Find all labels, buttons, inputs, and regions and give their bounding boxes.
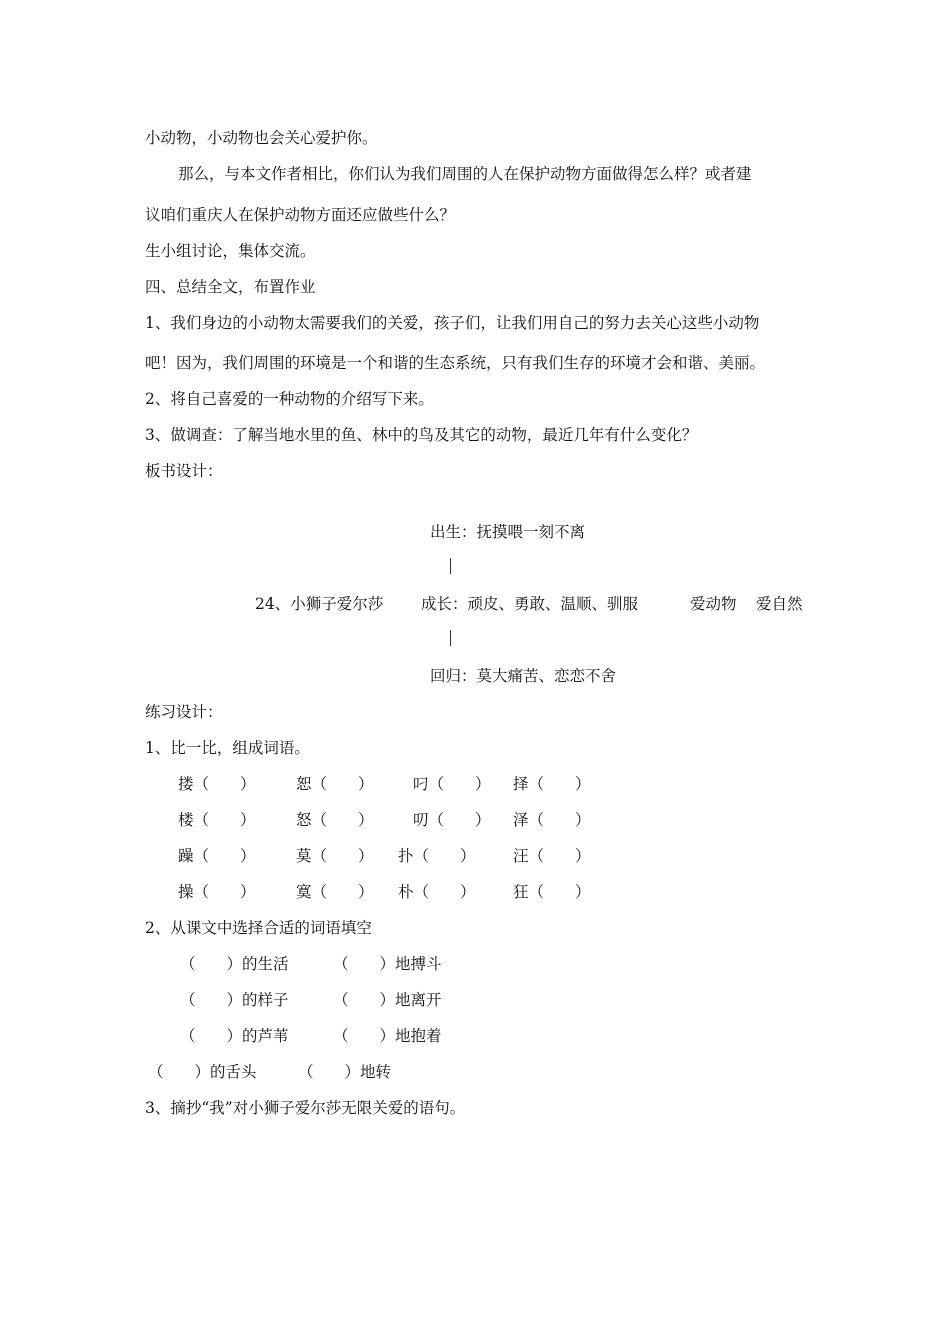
word-pair: 寞（ ）: [296, 883, 374, 901]
paragraph-line: 小动物，小动物也会关心爱护你。: [145, 129, 378, 147]
paragraph-line: 那么，与本文作者相比，你们认为我们周围的人在保护动物方面做得怎么样？或者建: [178, 165, 752, 183]
board-love-nature: 爱自然: [756, 595, 803, 613]
paragraph-line: 1、我们身边的小动物太需要我们的关爱，孩子们，让我们用自己的努力去关心这些小动物: [145, 314, 760, 332]
board-connector: [450, 630, 451, 646]
board-love-animals: 爱动物: [690, 595, 737, 613]
word-pair: 朴（ ）: [398, 883, 476, 901]
paragraph-line: 2、将自己喜爱的一种动物的介绍写下来。: [145, 390, 434, 408]
fill-blank: （ ）地离开: [333, 991, 442, 1009]
question-1: 1、比一比，组成词语。: [145, 739, 310, 757]
paragraph-line: 议咱们重庆人在保护动物方面还应做些什么？: [145, 206, 456, 224]
word-pair: 择（ ）: [513, 775, 591, 793]
fill-blank: （ ）地转: [298, 1063, 392, 1081]
paragraph-line: 吧！因为，我们周围的环境是一个和谐的生态系统，只有我们生存的环境才会和谐、美丽。: [145, 354, 766, 372]
fill-blank: （ ）的生活: [180, 955, 289, 973]
word-pair: 叨（ ）: [413, 811, 491, 829]
word-pair: 躁（ ）: [178, 847, 256, 865]
fill-blank: （ ）的芦苇: [180, 1027, 289, 1045]
word-pair: 莫（ ）: [296, 847, 374, 865]
fill-blank: （ ）地抱着: [333, 1027, 442, 1045]
word-pair: 扑（ ）: [398, 847, 476, 865]
board-return: 回归：莫大痛苦、恋恋不舍: [430, 667, 617, 685]
paragraph-line: 3、做调查：了解当地水里的鱼、林中的鸟及其它的动物，最近几年有什么变化？: [145, 426, 698, 444]
fill-blank: （ ）地搏斗: [333, 955, 442, 973]
word-pair: 泽（ ）: [513, 811, 591, 829]
exercise-heading: 练习设计：: [145, 703, 223, 721]
board-title: 24、小狮子爱尔莎: [255, 595, 384, 613]
board-birth: 出生：抚摸喂一刻不离: [430, 523, 586, 541]
section-heading: 四、总结全文，布置作业: [145, 278, 316, 296]
word-pair: 怒（ ）: [296, 811, 374, 829]
word-pair: 操（ ）: [178, 883, 256, 901]
word-pair: 恕（ ）: [296, 775, 374, 793]
word-pair: 狂（ ）: [513, 883, 591, 901]
fill-blank: （ ）的样子: [180, 991, 289, 1009]
paragraph-line: 生小组讨论，集体交流。: [145, 242, 316, 260]
word-pair: 叼（ ）: [413, 775, 491, 793]
word-pair: 楼（ ）: [178, 811, 256, 829]
question-3: 3、摘抄“我”对小狮子爱尔莎无限关爱的语句。: [145, 1099, 466, 1117]
fill-blank: （ ）的舌头: [148, 1063, 257, 1081]
question-2: 2、从课文中选择合适的词语填空: [145, 919, 372, 937]
board-growth: 成长：顽皮、勇敢、温顺、驯服: [421, 595, 639, 613]
word-pair: 搂（ ）: [178, 775, 256, 793]
board-design-heading: 板书设计：: [145, 462, 223, 480]
word-pair: 汪（ ）: [513, 847, 591, 865]
board-connector: [450, 558, 451, 574]
